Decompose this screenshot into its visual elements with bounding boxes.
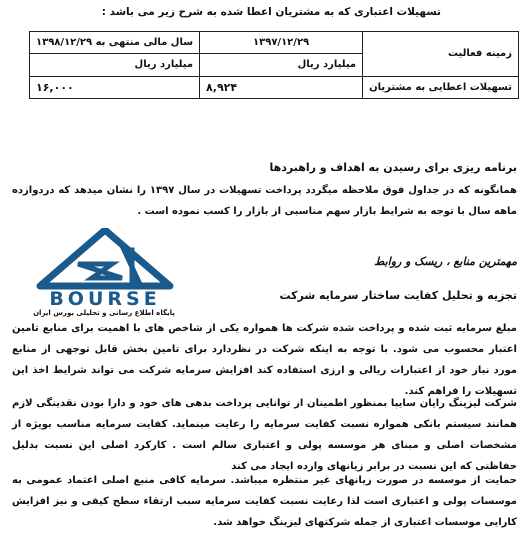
table-row [30, 76, 519, 98]
capital-paragraph-2: شرکت لیزینگ رایان سایپا بمنظور اطمینان از توانایی پرداخت بدهی های خود و دارا بودن نقدینگی لازم همانند سیستم بانکی همواره نسبت کفایت سرمایه را رعایت مینماید. کفایت سرمایه مناسب بویژه از مشخصات اصلی و مبنای هر موسسه پولی و اعتباری سالم است . کارکرد اصلی این نسبت بدلیل حفاظتی که این نسبت در برابر زیانهای وارده ایجاد می کند [12, 398, 517, 472]
logo-caption: پایگاه اطلاع رسانی و تحلیلی بورس ایران [33, 309, 175, 317]
year-1398-header: سال مالی منتهی به ۱۳۹۸/۱۲/۲۹ [30, 32, 200, 54]
table-caption: تسهیلات اعتباری که به مشتریان اعطا شده به شرح زیر می باشد : [101, 6, 441, 18]
value-1397-cell: ۸,۹۲۴ [200, 76, 363, 98]
year-1397-header: ۱۳۹۷/۱۲/۲۹ [200, 32, 363, 54]
bourse-logo [20, 228, 190, 308]
planning-heading: برنامه ریزی برای رسیدن به اهداف و راهبردها [269, 161, 517, 174]
activity-header-cell: زمینه فعالیت [363, 32, 519, 77]
unit-1397-cell: میلیارد ریال [200, 54, 363, 76]
logo-wordmark: BOURSE [49, 288, 161, 308]
row-label-cell: تسهیلات اعطایی به مشتریان [363, 76, 519, 98]
capital-heading: تجزیه و تحلیل کفایت ساختار سرمایه شرکت [279, 289, 517, 302]
capital-paragraph-1: مبلغ سرمایه ثبت شده و پرداخت شده شرکت ها همواره یکی از شاخص های با اهمیت برای منابع تامین اعتبار محسوب می شود. با توجه به اینکه شرکت در نظردارد برای تامین بخش قابل توجهی از منابع مورد نیاز خود از اعتبارات ریالی و ارزی استفاده کند افزایش سرمایه شرکت می تواند شرایط اخذ این تسهیلات را فراهم کند. [12, 323, 517, 397]
resources-heading: مهمترین منابع ، ریسک و روابط [374, 255, 517, 268]
unit-1398-cell: میلیارد ریال [30, 54, 200, 76]
bourse-logo-icon [20, 228, 190, 308]
planning-paragraph: همانگونه که در جداول فوق ملاحظه میگردد پرداخت تسهیلات در سال ۱۳۹۷ را نشان میدهد که دردوازده ماهه سال با توجه به شرایط بازار سهم مناسبی از بازار را کسب نموده است . [12, 185, 517, 217]
value-1398-cell: ۱۶,۰۰۰ [30, 76, 200, 98]
facilities-table [29, 31, 519, 99]
capital-paragraph-3: حمایت از موسسه در صورت زیانهای غیر منتظره میباشد. سرمایه کافی منبع اصلی اعتماد عمومی به موسسات پولی و اعتباری است لذا رعایت نسبت کفایت سرمایه سبب ارتقاء سطح کیفی و نیز افزایش کارایی موسسات اعتباری از جمله شرکتهای لیزینگ خواهد شد. [12, 475, 517, 528]
table-header-row [30, 32, 519, 54]
